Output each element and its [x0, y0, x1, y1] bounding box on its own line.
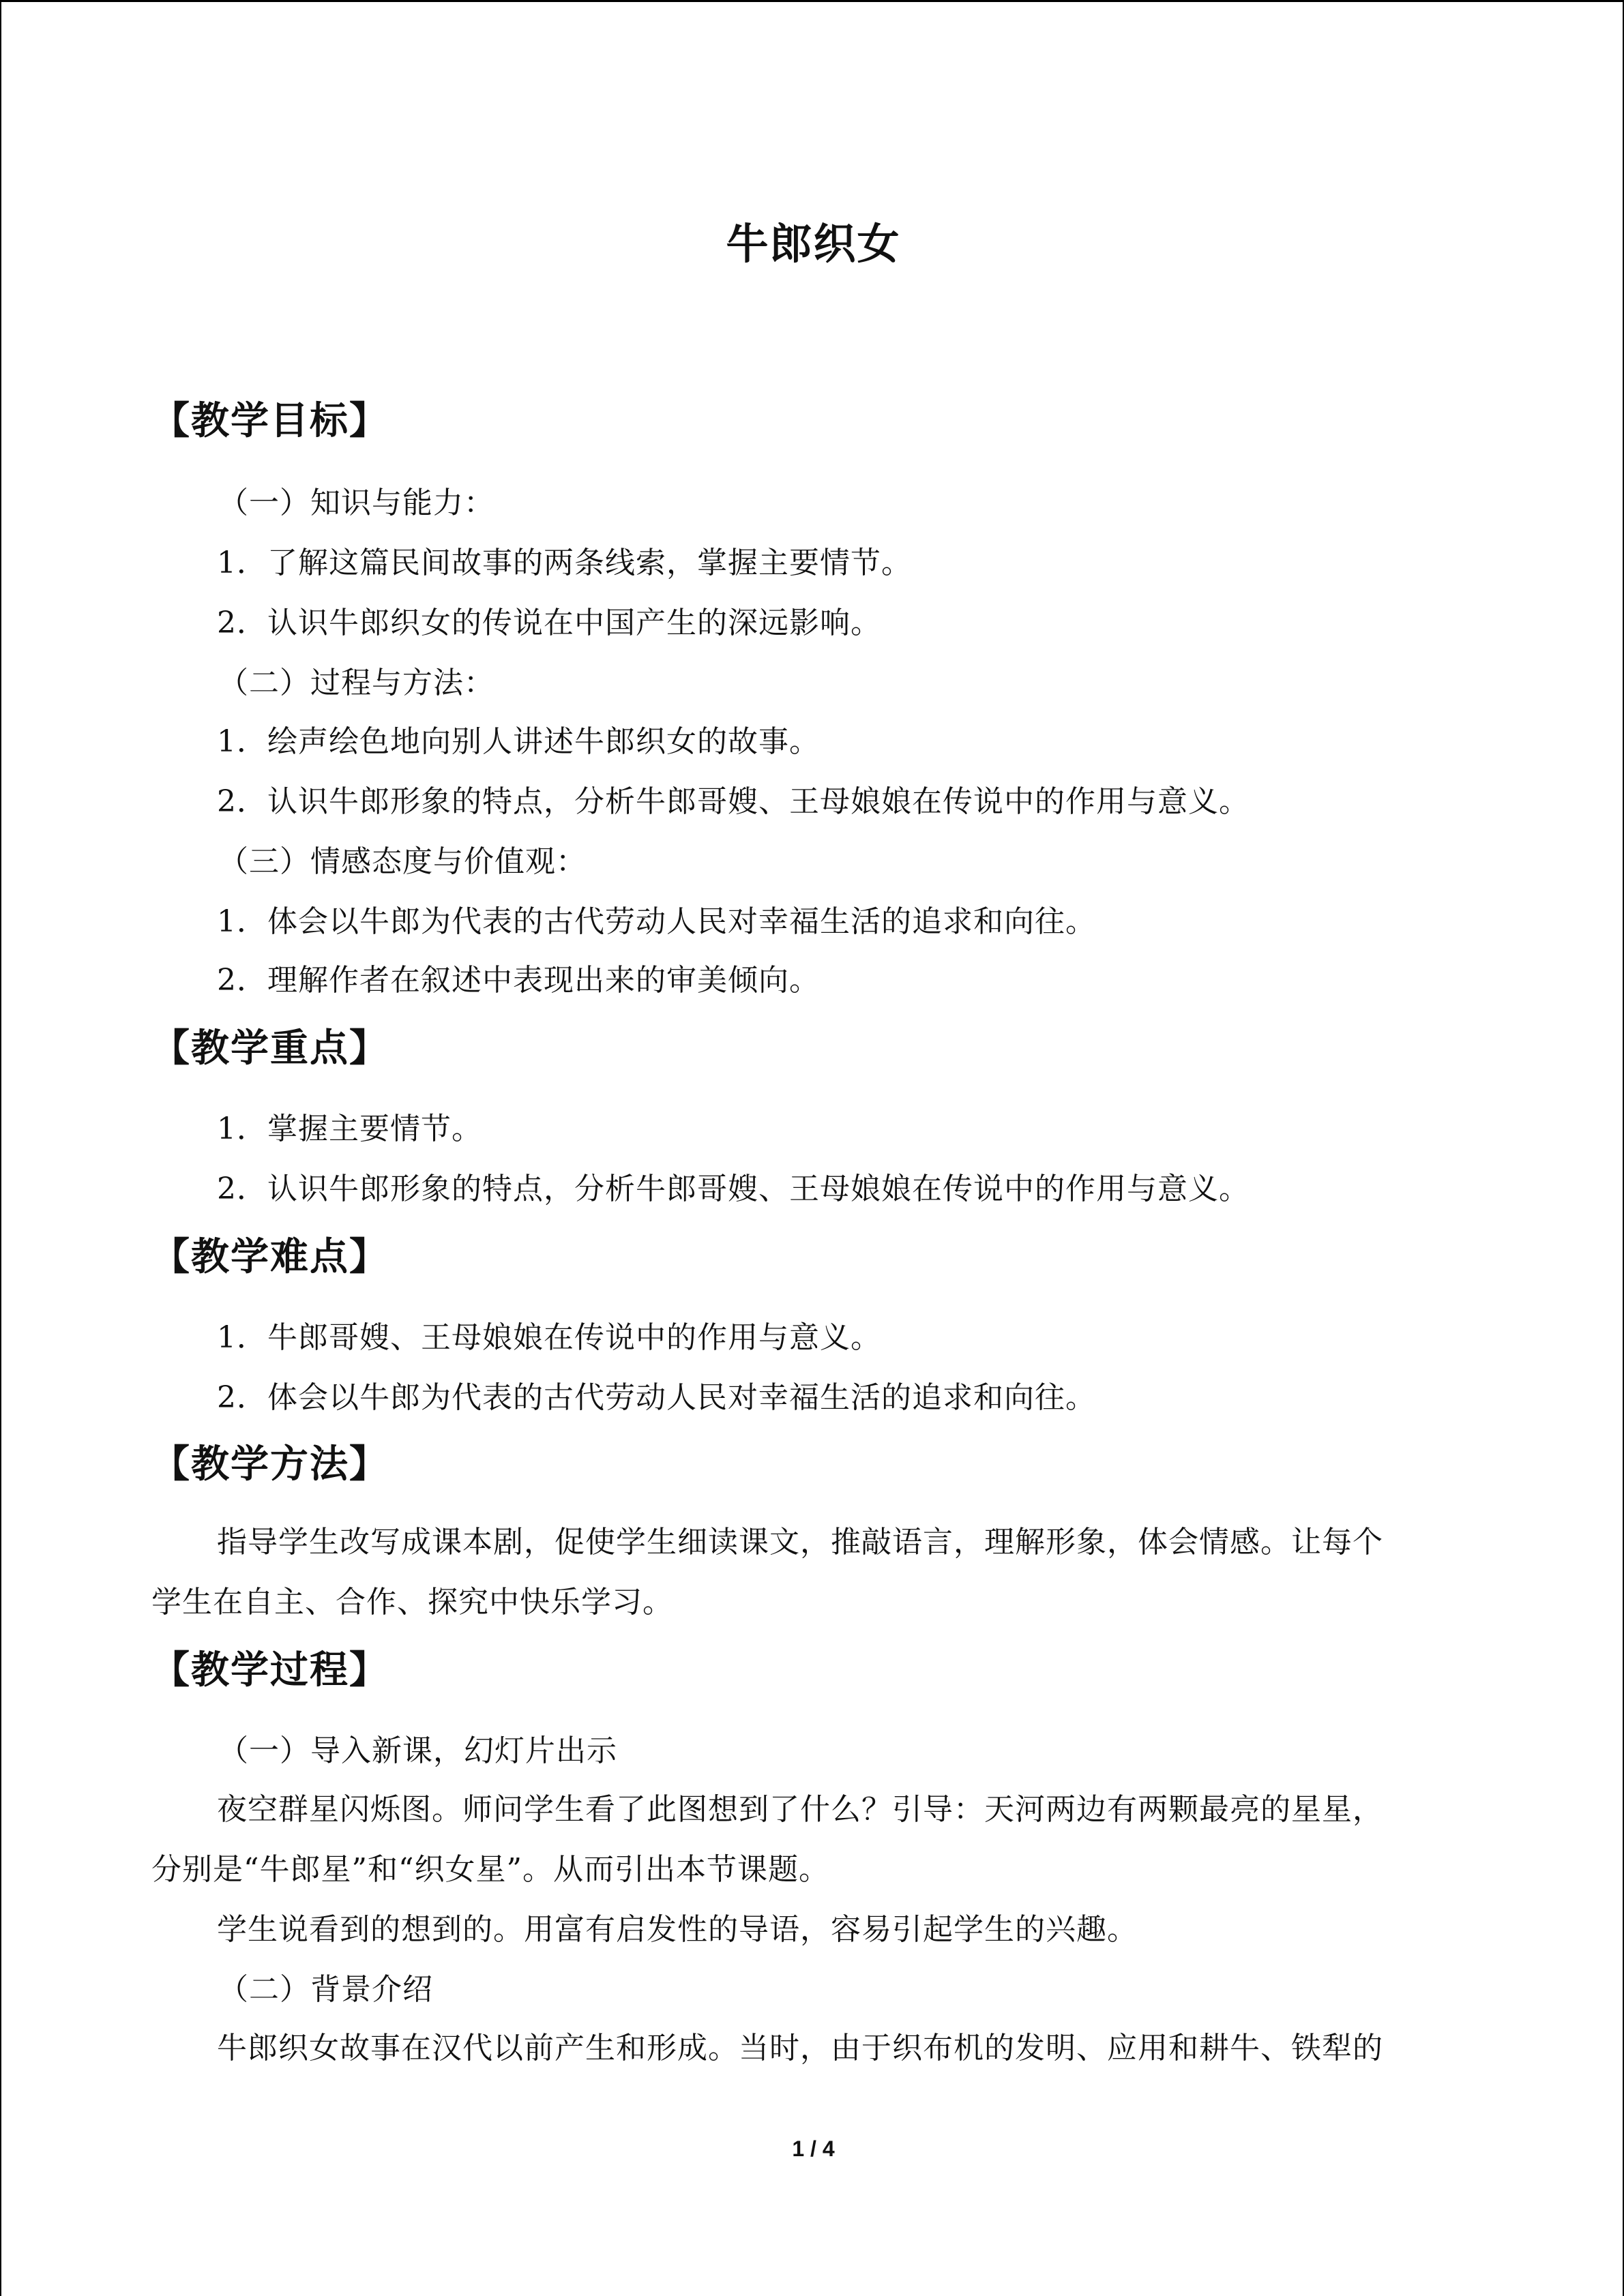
objectives-values-item-1: 1．体会以牛郎为代表的古代劳动人民对幸福生活的追求和向往。	[217, 904, 1096, 939]
process-paragraph-2-line-1: 学生说看到的想到的。用富有启发性的导语，容易引起学生的兴趣。	[217, 1912, 1138, 1947]
process-subheading-background: （二）背景介绍	[218, 1972, 433, 2007]
objectives-values-item-2: 2．理解作者在叙述中表现出来的审美倾向。	[217, 963, 820, 998]
page-number: 1 / 4	[792, 2136, 835, 2161]
section-heading-process: 【教学过程】	[151, 1648, 389, 1693]
objectives-knowledge-item-1: 1．了解这篇民间故事的两条线索，掌握主要情节。	[217, 546, 912, 580]
section-heading-key-points: 【教学重点】	[151, 1026, 389, 1071]
process-subheading-intro: （一）导入新课，幻灯片出示	[218, 1733, 617, 1768]
process-paragraph-1-line-2: 分别是“牛郎星”和“织女星”。从而引出本节课题。	[151, 1852, 829, 1887]
objectives-knowledge-item-2: 2．认识牛郎织女的传说在中国产生的深远影响。	[217, 606, 881, 640]
document-title: 牛郎织女	[726, 219, 901, 269]
objectives-subheading-values: （三）情感态度与价值观：	[218, 844, 587, 879]
objectives-subheading-process: （二）过程与方法：	[218, 666, 494, 700]
difficulties-item-1: 1．牛郎哥嫂、王母娘娘在传说中的作用与意义。	[217, 1320, 881, 1355]
process-paragraph-3-line-1: 牛郎织女故事在汉代以前产生和形成。当时，由于织布机的发明、应用和耕牛、铁犁的	[217, 2031, 1383, 2066]
objectives-process-item-1: 1．绘声绘色地向别人讲述牛郎织女的故事。	[217, 724, 820, 759]
process-paragraph-1-line-1: 夜空群星闪烁图。师问学生看了此图想到了什么？引导：天河两边有两颗最亮的星星，	[217, 1792, 1383, 1827]
key-points-item-1: 1．掌握主要情节。	[217, 1112, 482, 1146]
section-heading-methods: 【教学方法】	[151, 1442, 389, 1487]
key-points-item-2: 2．认识牛郎形象的特点，分析牛郎哥嫂、王母娘娘在传说中的作用与意义。	[217, 1172, 1250, 1206]
difficulties-item-2: 2．体会以牛郎为代表的古代劳动人民对幸福生活的追求和向往。	[217, 1380, 1096, 1415]
objectives-process-item-2: 2．认识牛郎形象的特点，分析牛郎哥嫂、王母娘娘在传说中的作用与意义。	[217, 784, 1250, 819]
methods-paragraph-line-2: 学生在自主、合作、探究中快乐学习。	[151, 1585, 673, 1620]
methods-paragraph-line-1: 指导学生改写成课本剧，促使学生细读课文，推敲语言，理解形象，体会情感。让每个	[217, 1525, 1383, 1560]
section-heading-objectives: 【教学目标】	[151, 398, 389, 443]
objectives-subheading-knowledge: （一）知识与能力：	[218, 486, 494, 520]
section-heading-difficulties: 【教学难点】	[151, 1234, 389, 1279]
